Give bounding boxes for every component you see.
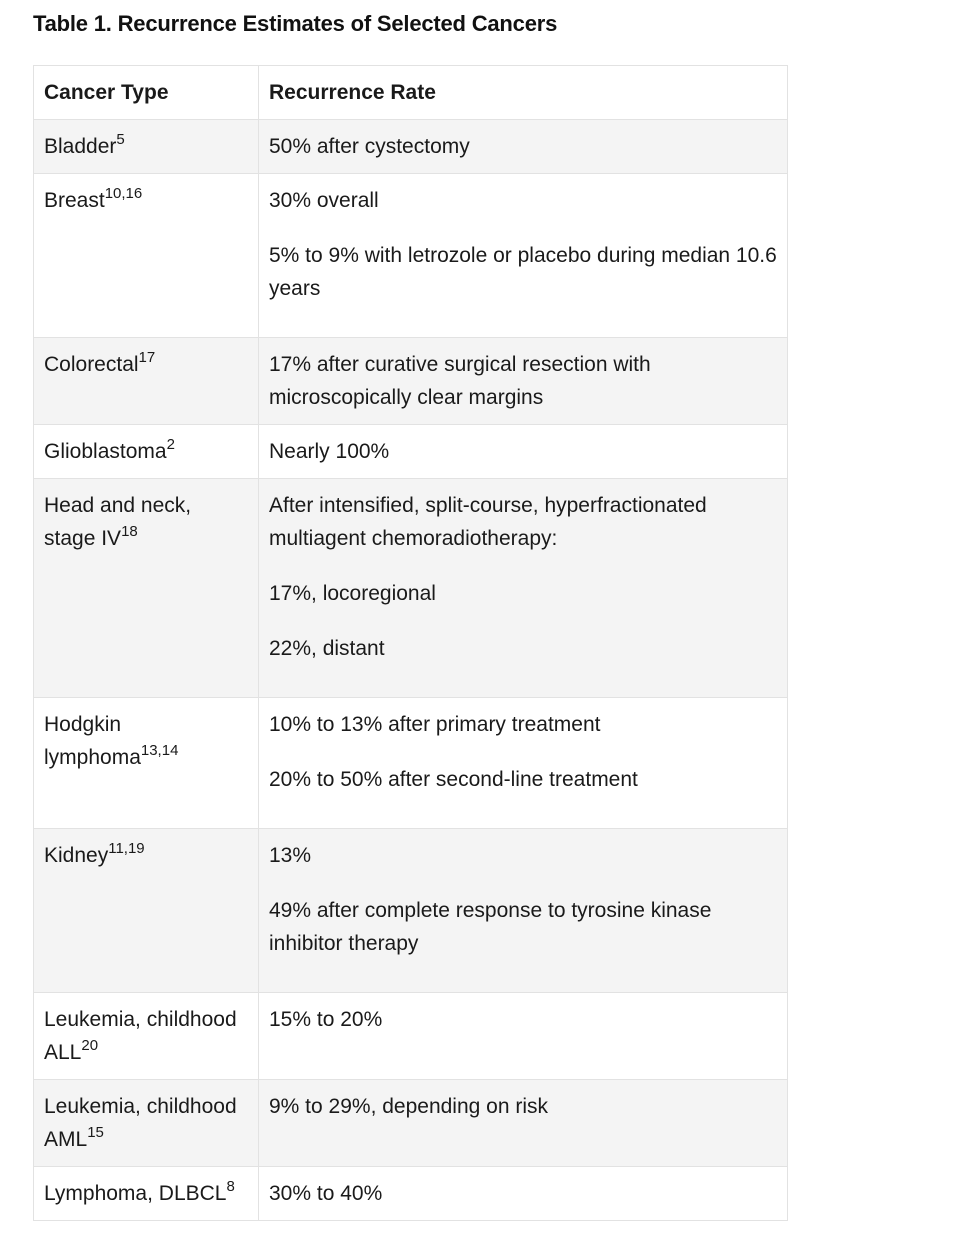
header-recurrence-rate: Recurrence Rate	[259, 66, 788, 120]
recurrence-rate-text: 22%, distant	[269, 637, 385, 660]
header-cancer-type: Cancer Type	[34, 66, 259, 120]
recurrence-rate-text: 20% to 50% after second-line treatment	[269, 768, 638, 791]
cancer-type-label: Leukemia, childhood AML	[44, 1095, 237, 1151]
recurrence-rate-cell	[259, 174, 788, 338]
cancer-type-cell	[34, 425, 259, 479]
table-row	[34, 425, 788, 479]
recurrence-rate-text: 17% after curative surgical resection with microscopically clear margins	[269, 353, 651, 409]
cancer-type-cell	[34, 698, 259, 829]
cancer-type-cell	[34, 1080, 259, 1167]
cancer-type-label: Head and neck, stage IV	[44, 494, 192, 550]
recurrence-rate-text: 15% to 20%	[269, 1008, 383, 1031]
recurrence-table	[33, 65, 788, 1221]
table-row	[34, 829, 788, 993]
recurrence-rate-cell	[259, 829, 788, 993]
recurrence-rate-text: 17%, locoregional	[269, 582, 436, 605]
cancer-type-label: Hodgkin lymphoma	[44, 713, 141, 769]
recurrence-rate-text: 30% overall	[269, 189, 379, 212]
reference-superscript: 5	[116, 131, 125, 148]
reference-superscript: 20	[81, 1037, 99, 1054]
recurrence-rate-text: 30% to 40%	[269, 1182, 383, 1205]
recurrence-rate-cell	[259, 425, 788, 479]
cancer-type-cell	[34, 829, 259, 993]
recurrence-rate-text: 10% to 13% after primary treatment	[269, 713, 601, 736]
cancer-type-label: Leukemia, childhood ALL	[44, 1008, 237, 1064]
reference-superscript: 17	[138, 349, 156, 366]
cancer-type-label: Colorectal	[44, 353, 139, 376]
recurrence-rate-cell	[259, 698, 788, 829]
reference-superscript: 18	[121, 523, 138, 540]
cancer-type-label: Bladder	[44, 135, 117, 158]
cancer-type-cell	[34, 174, 259, 338]
table-row	[34, 993, 788, 1080]
reference-superscript: 15	[87, 1124, 104, 1141]
cancer-type-label: Glioblastoma	[44, 440, 167, 463]
reference-superscript: 11,19	[108, 840, 145, 857]
cancer-type-cell	[34, 120, 259, 174]
recurrence-rate-text: Nearly 100%	[269, 440, 390, 463]
recurrence-rate-text: 50% after cystectomy	[269, 135, 470, 158]
table-row	[34, 479, 788, 698]
recurrence-rate-cell	[259, 120, 788, 174]
cancer-type-cell	[34, 993, 259, 1080]
cancer-type-cell	[34, 338, 259, 425]
reference-superscript: 8	[226, 1178, 235, 1195]
cancer-type-cell	[34, 1167, 259, 1221]
table-caption: Table 1. Recurrence Estimates of Selected Cancers	[33, 11, 558, 36]
table-body	[34, 120, 788, 1221]
recurrence-rate-text: After intensified, split-course, hyperfractionated multiagent chemoradiotherapy:	[269, 494, 707, 550]
recurrence-rate-text: 9% to 29%, depending on risk	[269, 1095, 549, 1118]
table-header-row	[34, 66, 788, 120]
recurrence-rate-cell	[259, 1167, 788, 1221]
cancer-type-cell	[34, 479, 259, 698]
table-row	[34, 338, 788, 425]
table-row	[34, 120, 788, 174]
recurrence-rate-text: 49% after complete response to tyrosine kinase inhibitor therapy	[269, 899, 712, 955]
table-row	[34, 698, 788, 829]
reference-superscript: 2	[166, 436, 175, 453]
cancer-type-label: Kidney	[44, 844, 109, 867]
recurrence-rate-cell	[259, 1080, 788, 1167]
table-row	[34, 174, 788, 338]
table-row	[34, 1080, 788, 1167]
reference-superscript: 13,14	[140, 742, 179, 759]
recurrence-rate-cell	[259, 479, 788, 698]
recurrence-rate-text: 5% to 9% with letrozole or placebo during median 10.6 years	[269, 244, 777, 300]
table-row	[34, 1167, 788, 1221]
recurrence-rate-cell	[259, 993, 788, 1080]
cancer-type-label: Breast	[44, 189, 105, 212]
reference-superscript: 10,16	[104, 185, 143, 202]
cancer-type-label: Lymphoma, DLBCL	[44, 1182, 227, 1205]
recurrence-rate-text: 13%	[269, 844, 312, 867]
recurrence-rate-cell	[259, 338, 788, 425]
